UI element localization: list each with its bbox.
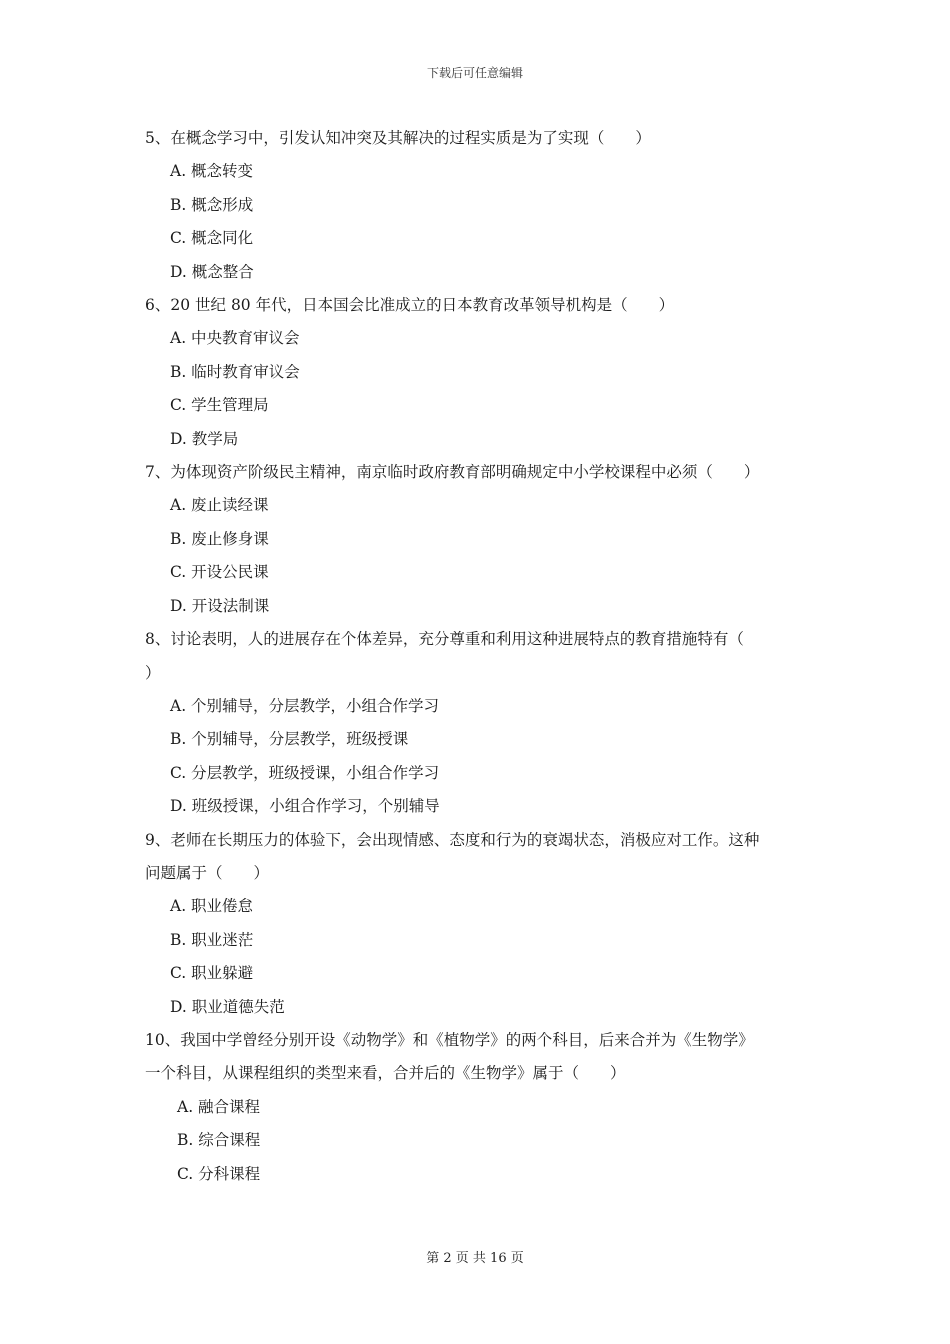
option-a: A. 职业倦怠 (170, 897, 254, 916)
question-5 (145, 122, 810, 289)
option-a: A. 废止读经课 (170, 496, 269, 515)
option-a: A. 概念转变 (170, 162, 254, 181)
option-d: D. 职业道德失范 (170, 997, 285, 1016)
option-a: A. 融合课程 (177, 1097, 261, 1116)
question-stem: 9、老师在长期压力的体验下，会出现情感、态度和行为的衰竭状态，消极应对工作。这种 (145, 830, 760, 849)
question-stem: 6、20 世纪 80 年代，日本国会比准成立的日本教育改革领导机构是（ ） (145, 296, 675, 315)
option-d: D. 班级授课，小组合作学习，个别辅导 (170, 797, 440, 816)
question-stem-continued: ） (145, 663, 161, 682)
question-9 (145, 824, 810, 1024)
question-8 (145, 623, 810, 823)
option-b: B. 废止修身课 (170, 529, 269, 548)
option-c: C. 学生管理局 (170, 396, 269, 415)
option-b: B. 职业迷茫 (170, 930, 254, 949)
option-c: C. 开设公民课 (170, 563, 269, 582)
option-b: B. 综合课程 (177, 1131, 261, 1150)
question-stem: 7、为体现资产阶级民主精神，南京临时政府教育部明确规定中小学校课程中必须（ ） (145, 463, 760, 482)
option-a: A. 中央教育审议会 (170, 329, 300, 348)
option-b: B. 概念形成 (170, 195, 254, 214)
question-list (145, 122, 810, 1191)
option-c: C. 概念同化 (170, 229, 254, 248)
option-b: B. 个别辅导，分层教学，班级授课 (170, 730, 409, 749)
page-header-note: 下载后可任意编辑 (426, 66, 523, 80)
question-stem: 10、我国中学曾经分别开设《动物学》和《植物学》的两个科目，后来合并为《生物学》 (145, 1030, 754, 1049)
option-d: D. 教学局 (170, 429, 239, 448)
question-stem-continued: 一个科目，从课程组织的类型来看，合并后的《生物学》属于（ ） (145, 1064, 626, 1083)
option-c: C. 分层教学，班级授课，小组合作学习 (170, 763, 440, 782)
option-c: C. 职业躲避 (170, 964, 254, 983)
option-b: B. 临时教育审议会 (170, 362, 300, 381)
question-6 (145, 289, 810, 456)
question-7 (145, 456, 810, 623)
option-c: C. 分科课程 (177, 1164, 261, 1183)
option-a: A. 个别辅导，分层教学，小组合作学习 (170, 696, 440, 715)
page-number-footer: 第 2 页 共 16 页 (426, 1251, 524, 1266)
option-d: D. 概念整合 (170, 262, 254, 281)
question-stem: 8、讨论表明，人的进展存在个体差异，充分尊重和利用这种进展特点的教育措施特有（ (145, 630, 744, 649)
question-stem-continued: 问题属于（ ） (145, 863, 270, 882)
question-stem: 5、在概念学习中，引发认知冲突及其解决的过程实质是为了实现（ ） (145, 129, 651, 147)
option-d: D. 开设法制课 (170, 596, 270, 615)
question-10 (145, 1024, 810, 1191)
